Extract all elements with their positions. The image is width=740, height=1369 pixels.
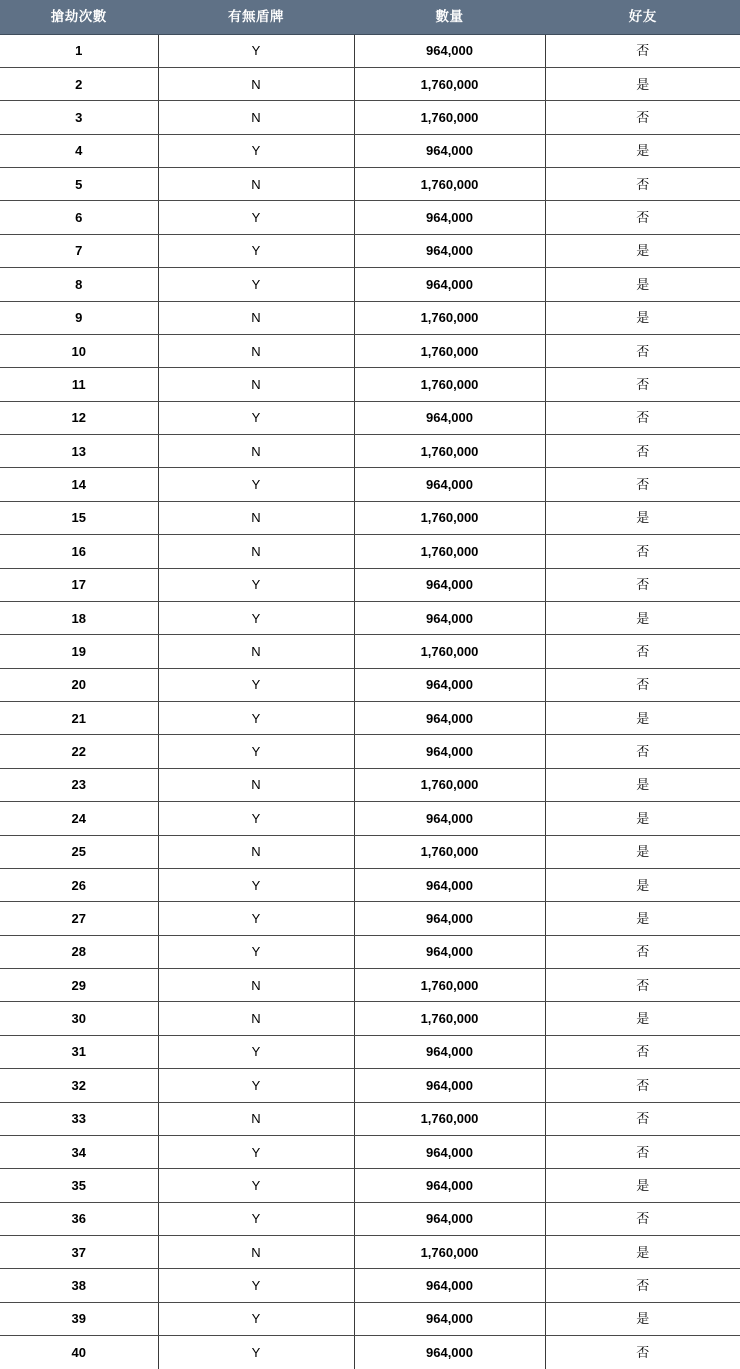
cell-robbery-count: 21 — [0, 702, 158, 735]
table-row — [0, 168, 740, 201]
cell-has-shield: N — [158, 501, 354, 534]
cell-robbery-count: 20 — [0, 668, 158, 701]
cell-friend: 否 — [545, 168, 740, 201]
cell-amount: 964,000 — [354, 1135, 545, 1168]
table-body — [0, 34, 740, 1369]
cell-amount: 1,760,000 — [354, 101, 545, 134]
cell-amount: 964,000 — [354, 702, 545, 735]
cell-robbery-count: 9 — [0, 301, 158, 334]
cell-friend: 是 — [545, 768, 740, 801]
cell-friend: 是 — [545, 501, 740, 534]
table-row — [0, 201, 740, 234]
cell-robbery-count: 1 — [0, 34, 158, 67]
cell-amount: 964,000 — [354, 1169, 545, 1202]
table-row — [0, 802, 740, 835]
cell-friend: 否 — [545, 735, 740, 768]
cell-amount: 1,760,000 — [354, 501, 545, 534]
cell-friend: 否 — [545, 1269, 740, 1302]
cell-friend: 是 — [545, 835, 740, 868]
cell-robbery-count: 4 — [0, 134, 158, 167]
table-row — [0, 1002, 740, 1035]
cell-amount: 964,000 — [354, 868, 545, 901]
cell-robbery-count: 15 — [0, 501, 158, 534]
cell-robbery-count: 14 — [0, 468, 158, 501]
cell-amount: 964,000 — [354, 735, 545, 768]
table-row — [0, 868, 740, 901]
cell-has-shield: N — [158, 67, 354, 100]
cell-has-shield: Y — [158, 1269, 354, 1302]
table-row — [0, 668, 740, 701]
table-row — [0, 401, 740, 434]
cell-has-shield: N — [158, 101, 354, 134]
cell-amount: 1,760,000 — [354, 1002, 545, 1035]
table-row — [0, 1336, 740, 1369]
cell-has-shield: Y — [158, 201, 354, 234]
cell-has-shield: N — [158, 1102, 354, 1135]
cell-friend: 否 — [545, 1069, 740, 1102]
table-row — [0, 101, 740, 134]
cell-amount: 1,760,000 — [354, 768, 545, 801]
cell-friend: 否 — [545, 1102, 740, 1135]
cell-friend: 否 — [545, 1202, 740, 1235]
cell-amount: 1,760,000 — [354, 835, 545, 868]
cell-has-shield: Y — [158, 702, 354, 735]
table-row — [0, 34, 740, 67]
column-header-has-shield: 有無盾牌 — [158, 0, 354, 34]
cell-friend: 是 — [545, 234, 740, 267]
cell-amount: 964,000 — [354, 802, 545, 835]
cell-amount: 964,000 — [354, 34, 545, 67]
cell-friend: 否 — [545, 334, 740, 367]
table-row — [0, 568, 740, 601]
table-row — [0, 969, 740, 1002]
cell-robbery-count: 16 — [0, 535, 158, 568]
cell-has-shield: N — [158, 768, 354, 801]
cell-friend: 否 — [545, 468, 740, 501]
cell-robbery-count: 7 — [0, 234, 158, 267]
cell-amount: 964,000 — [354, 668, 545, 701]
cell-has-shield: N — [158, 301, 354, 334]
cell-robbery-count: 17 — [0, 568, 158, 601]
cell-robbery-count: 35 — [0, 1169, 158, 1202]
table-row — [0, 935, 740, 968]
cell-robbery-count: 27 — [0, 902, 158, 935]
table-row — [0, 1302, 740, 1335]
table-row — [0, 768, 740, 801]
cell-amount: 964,000 — [354, 201, 545, 234]
table-row — [0, 501, 740, 534]
table-row — [0, 1102, 740, 1135]
cell-has-shield: Y — [158, 735, 354, 768]
cell-has-shield: Y — [158, 935, 354, 968]
table-row — [0, 1269, 740, 1302]
cell-amount: 1,760,000 — [354, 334, 545, 367]
table-row — [0, 1069, 740, 1102]
cell-friend: 否 — [545, 969, 740, 1002]
cell-has-shield: Y — [158, 902, 354, 935]
cell-amount: 964,000 — [354, 601, 545, 634]
table-row — [0, 601, 740, 634]
cell-has-shield: Y — [158, 1302, 354, 1335]
cell-robbery-count: 22 — [0, 735, 158, 768]
cell-amount: 964,000 — [354, 1302, 545, 1335]
table-row — [0, 702, 740, 735]
cell-robbery-count: 37 — [0, 1236, 158, 1269]
cell-amount: 964,000 — [354, 1035, 545, 1068]
cell-robbery-count: 6 — [0, 201, 158, 234]
cell-robbery-count: 40 — [0, 1336, 158, 1369]
cell-has-shield: Y — [158, 234, 354, 267]
cell-has-shield: Y — [158, 401, 354, 434]
table-row — [0, 535, 740, 568]
table-row — [0, 1169, 740, 1202]
cell-amount: 1,760,000 — [354, 1102, 545, 1135]
cell-robbery-count: 8 — [0, 268, 158, 301]
cell-friend: 是 — [545, 1002, 740, 1035]
cell-friend: 是 — [545, 268, 740, 301]
cell-amount: 1,760,000 — [354, 301, 545, 334]
cell-robbery-count: 29 — [0, 969, 158, 1002]
cell-friend: 否 — [545, 101, 740, 134]
cell-has-shield: N — [158, 835, 354, 868]
table-row — [0, 268, 740, 301]
cell-has-shield: N — [158, 368, 354, 401]
cell-friend: 是 — [545, 301, 740, 334]
cell-friend: 否 — [545, 1336, 740, 1369]
cell-friend: 否 — [545, 568, 740, 601]
table-row — [0, 1202, 740, 1235]
cell-has-shield: Y — [158, 34, 354, 67]
table-row — [0, 435, 740, 468]
cell-amount: 964,000 — [354, 568, 545, 601]
cell-friend: 否 — [545, 368, 740, 401]
cell-amount: 964,000 — [354, 902, 545, 935]
table-row — [0, 301, 740, 334]
table-row — [0, 1236, 740, 1269]
table-row — [0, 635, 740, 668]
cell-friend: 是 — [545, 1236, 740, 1269]
cell-amount: 964,000 — [354, 234, 545, 267]
cell-amount: 1,760,000 — [354, 535, 545, 568]
table-row — [0, 902, 740, 935]
cell-amount: 964,000 — [354, 401, 545, 434]
column-header-friend: 好友 — [545, 0, 740, 34]
cell-robbery-count: 26 — [0, 868, 158, 901]
table-row — [0, 1035, 740, 1068]
cell-has-shield: Y — [158, 1135, 354, 1168]
cell-friend: 否 — [545, 935, 740, 968]
column-header-amount: 數量 — [354, 0, 545, 34]
cell-has-shield: N — [158, 635, 354, 668]
cell-friend: 是 — [545, 1169, 740, 1202]
cell-robbery-count: 39 — [0, 1302, 158, 1335]
cell-amount: 964,000 — [354, 1269, 545, 1302]
cell-amount: 1,760,000 — [354, 368, 545, 401]
cell-robbery-count: 28 — [0, 935, 158, 968]
cell-has-shield: Y — [158, 468, 354, 501]
table-row — [0, 468, 740, 501]
cell-friend: 否 — [545, 201, 740, 234]
cell-friend: 是 — [545, 67, 740, 100]
cell-robbery-count: 19 — [0, 635, 158, 668]
table-row — [0, 1135, 740, 1168]
cell-robbery-count: 11 — [0, 368, 158, 401]
cell-has-shield: Y — [158, 601, 354, 634]
cell-friend: 否 — [545, 535, 740, 568]
table-header — [0, 0, 740, 34]
cell-amount: 964,000 — [354, 935, 545, 968]
cell-robbery-count: 12 — [0, 401, 158, 434]
table-row — [0, 234, 740, 267]
cell-has-shield: N — [158, 168, 354, 201]
cell-has-shield: N — [158, 1002, 354, 1035]
cell-robbery-count: 5 — [0, 168, 158, 201]
cell-amount: 964,000 — [354, 1336, 545, 1369]
cell-amount: 1,760,000 — [354, 168, 545, 201]
cell-amount: 1,760,000 — [354, 635, 545, 668]
cell-amount: 964,000 — [354, 1069, 545, 1102]
cell-friend: 否 — [545, 435, 740, 468]
cell-amount: 1,760,000 — [354, 969, 545, 1002]
table-row — [0, 134, 740, 167]
cell-friend: 是 — [545, 134, 740, 167]
cell-friend: 否 — [545, 635, 740, 668]
cell-amount: 964,000 — [354, 134, 545, 167]
cell-amount: 1,760,000 — [354, 1236, 545, 1269]
cell-friend: 否 — [545, 1035, 740, 1068]
cell-has-shield: Y — [158, 568, 354, 601]
cell-friend: 是 — [545, 702, 740, 735]
table-row — [0, 735, 740, 768]
cell-amount: 964,000 — [354, 468, 545, 501]
cell-robbery-count: 33 — [0, 1102, 158, 1135]
cell-has-shield: Y — [158, 868, 354, 901]
cell-has-shield: Y — [158, 134, 354, 167]
cell-robbery-count: 38 — [0, 1269, 158, 1302]
cell-has-shield: N — [158, 969, 354, 1002]
table-header-row — [0, 0, 740, 34]
cell-friend: 是 — [545, 902, 740, 935]
cell-robbery-count: 36 — [0, 1202, 158, 1235]
cell-has-shield: Y — [158, 1035, 354, 1068]
cell-has-shield: Y — [158, 802, 354, 835]
cell-friend: 否 — [545, 401, 740, 434]
cell-robbery-count: 32 — [0, 1069, 158, 1102]
cell-friend: 否 — [545, 668, 740, 701]
cell-robbery-count: 31 — [0, 1035, 158, 1068]
table-row — [0, 835, 740, 868]
table-row — [0, 334, 740, 367]
cell-has-shield: N — [158, 334, 354, 367]
table-row — [0, 368, 740, 401]
cell-robbery-count: 34 — [0, 1135, 158, 1168]
cell-has-shield: Y — [158, 1169, 354, 1202]
cell-friend: 是 — [545, 868, 740, 901]
cell-robbery-count: 13 — [0, 435, 158, 468]
cell-robbery-count: 23 — [0, 768, 158, 801]
cell-friend: 否 — [545, 1135, 740, 1168]
cell-has-shield: Y — [158, 1202, 354, 1235]
cell-has-shield: N — [158, 435, 354, 468]
cell-friend: 是 — [545, 802, 740, 835]
cell-amount: 1,760,000 — [354, 67, 545, 100]
cell-has-shield: Y — [158, 1336, 354, 1369]
cell-robbery-count: 24 — [0, 802, 158, 835]
cell-robbery-count: 10 — [0, 334, 158, 367]
cell-robbery-count: 2 — [0, 67, 158, 100]
cell-friend: 是 — [545, 601, 740, 634]
cell-has-shield: Y — [158, 668, 354, 701]
cell-robbery-count: 18 — [0, 601, 158, 634]
cell-has-shield: Y — [158, 268, 354, 301]
cell-robbery-count: 3 — [0, 101, 158, 134]
table-row — [0, 67, 740, 100]
cell-has-shield: N — [158, 535, 354, 568]
cell-amount: 1,760,000 — [354, 435, 545, 468]
cell-friend: 是 — [545, 1302, 740, 1335]
cell-friend: 否 — [545, 34, 740, 67]
cell-robbery-count: 25 — [0, 835, 158, 868]
cell-amount: 964,000 — [354, 1202, 545, 1235]
cell-has-shield: Y — [158, 1069, 354, 1102]
cell-amount: 964,000 — [354, 268, 545, 301]
cell-has-shield: N — [158, 1236, 354, 1269]
column-header-robbery-count: 搶劫次數 — [0, 0, 158, 34]
cell-robbery-count: 30 — [0, 1002, 158, 1035]
